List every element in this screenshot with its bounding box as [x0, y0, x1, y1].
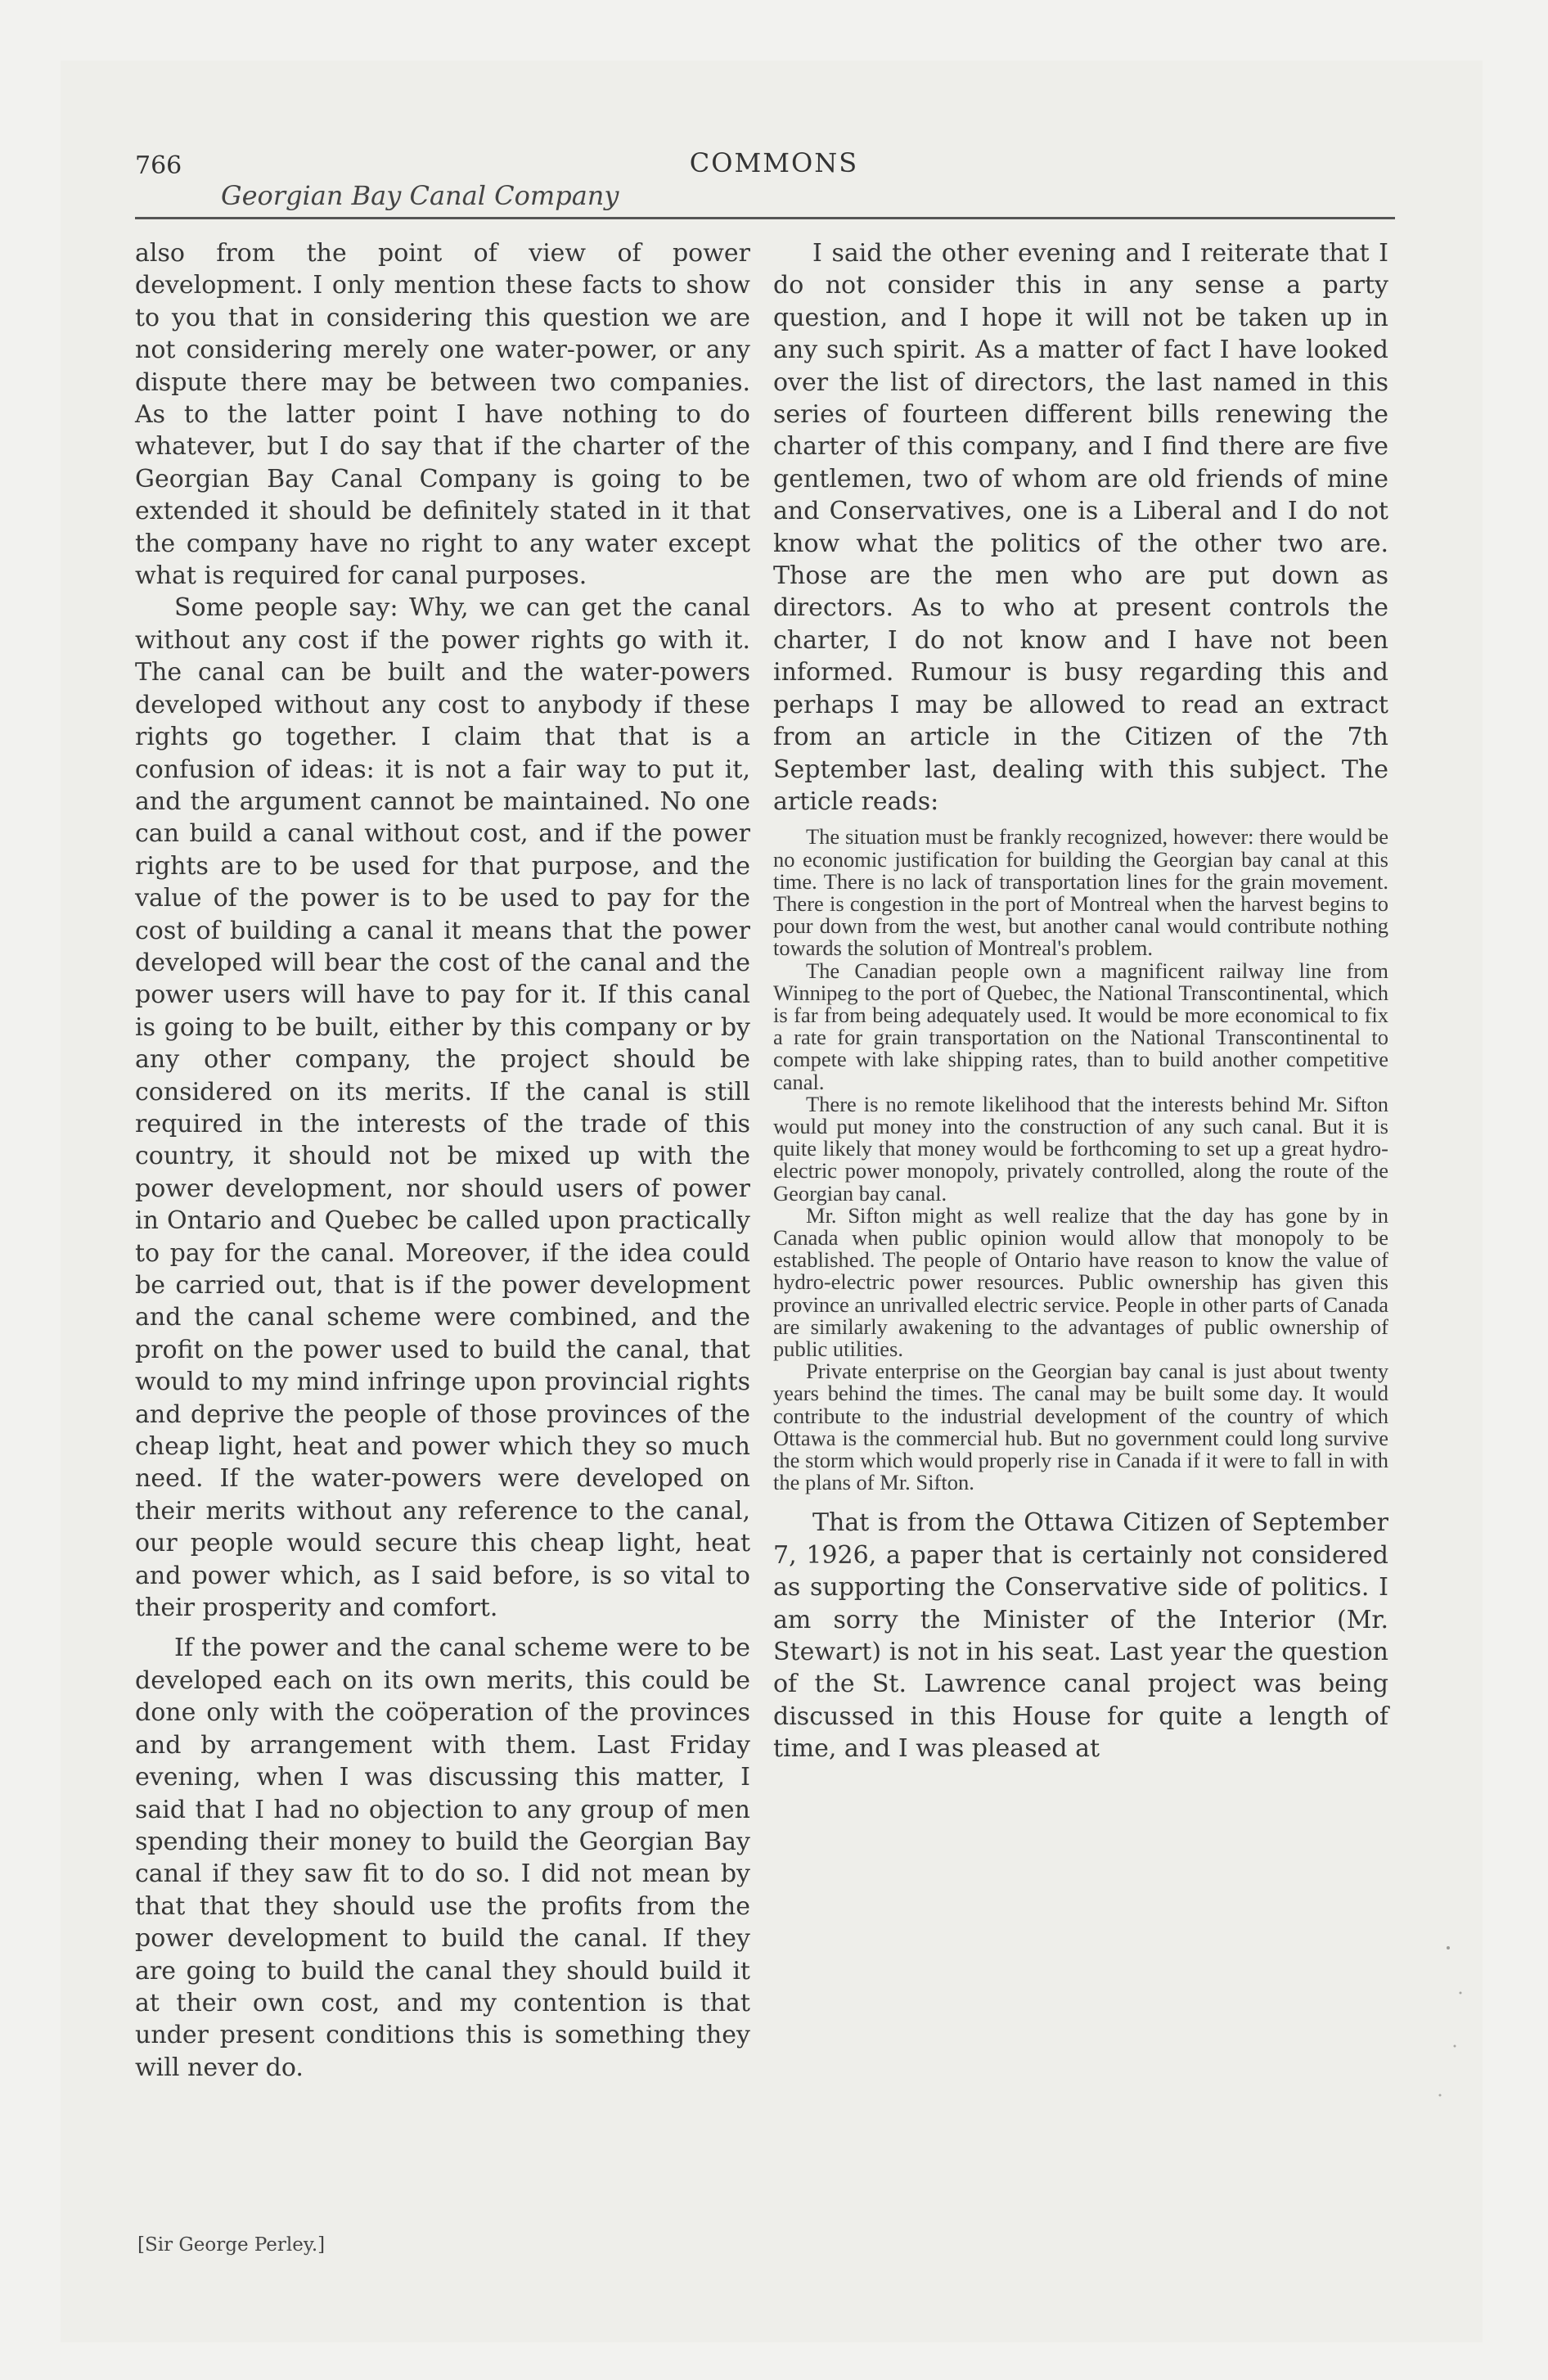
page-number: 766 — [135, 151, 182, 180]
speck — [1439, 2094, 1442, 2097]
speck — [1454, 2045, 1456, 2048]
quote-paragraph: There is no remote likelihood that the interests behind Mr. Sifton would put money into the construction of any such canal. But it is quite likely that money would be forthcoming to set up a great hydro-electric power monopoly, privately controlled, along the route of the Georgian bay canal. — [773, 1091, 1388, 1206]
speaker-attribution: [Sir George Perley.] — [137, 2234, 326, 2256]
quote-paragraph: Private enterprise on the Georgian bay canal is just about twenty years behind the times. The canal may be built some day. It would contribute to the industrial development of the country of which Ottawa is the commercial hub. But no government could long survive the storm which would properly rise in Canada if it were to fall in with the plans of Mr. Sifton. — [773, 1359, 1388, 1495]
quote-paragraph: The situation must be frankly recognized, however: there would be no economic justification for building the Georgian bay canal at this time. There is no lack of transportation lines for the grain movement. There is congestion in the port of Montreal when the harvest begins to pour down from the west, but another canal would contribute nothing towards the solution of Montreal's problem. — [773, 824, 1388, 961]
running-subtitle: Georgian Bay Canal Company — [221, 180, 619, 211]
speck — [1460, 1992, 1462, 1995]
paragraph: Some people say: Why, we can get the canal without any cost if the power rights go with it. The canal can be built and the water-powers developed without any cost to anybody if these rights go together. I claim that that is a confusion of ideas: it is not a fair way to put it, and the argument cannot be maintained. No one can build a canal without cost, and if the power rights are to be used for that purpose, and the value of the power is to be used to pay for the cost of building a canal it means that the power developed will bear the cost of the canal and the power users will have to pay for it. If this canal is going to be built, either by this company or by any other company, the project should be considered on its merits. If the canal is still required in the interests of the trade of this country, it should not be mixed up with the power development, nor should users of power in Ontario and Quebec be called upon practically to pay for the canal. Moreover, if the idea could be carried out, that is if the power development and the canal scheme were combined, and the profit on the power used to build the canal, that would to my mind infringe upon provincial rights and deprive the people of those provinces of the cheap light, heat and power which they so much need. If the water-powers were developed on their merits without any reference to the canal, our people would secure this cheap light, heat and power which, as I said before, is so vital to their prosperity and comfort. — [135, 593, 750, 1623]
paragraph: also from the point of view of power development. I only mention these facts to show to you that in considering this question we are not considering merely one water-power, or any dispute there may be between two companies. As to the latter point I have nothing to do whatever, but I do say that if the charter of the Georgian Bay Canal Company is going to be extended it should be definitely stated in it that the company have no right to any water except what is required for canal purposes. — [135, 239, 750, 591]
quote-paragraph: The Canadian people own a magnificent railway line from Winnipeg to the port of Quebec, the National Transcontinental, which is far from being adequately used. It would be more economical to fix a rate for grain transportation on the National Transcontinental to compete with lake shipping rates, than to build another competitive canal. — [773, 958, 1388, 1094]
quote-paragraph: Mr. Sifton might as well realize that the day has gone by in Canada when public opinion would allow that monopoly to be established. The people of Ontario have reason to know the value of hydro-electric power resources. Public ownership has given this province an unrivalled electric service. People in other parts of Canada are similarly awakening to the advantages of public ownership of public utilities. — [773, 1202, 1388, 1361]
paragraph: If the power and the canal scheme were to be developed each on its own merits, this could be done only with the coöperation of the provinces and by arrangement with them. Last Friday evening, when I was discussing this matter, I said that I had no objection to any group of men spending their money to build the Georgian Bay canal if they saw fit to do so. I did not mean by that that they should use the profits from the power development to build the canal. If they are going to build the canal they should build it at their own cost, and my contention is that under present conditions this is something they will never do. — [135, 1634, 750, 2082]
speck — [1447, 1946, 1450, 1950]
page-title: COMMONS — [689, 147, 859, 178]
paragraph: I said the other evening and I reiterate that I do not consider this in any sense a party question, and I hope it will not be taken up in any such spirit. As a matter of fact I have looked over the list of directors, the last named in this series of fourteen different bills renewing the charter of this company, and I find there are five gentlemen, two of whom are old friends of mine and Conservatives, one is a Liberal and I do not know what the politics of the other two are. Those are the men who are put down as directors. As to who at present controls the charter, I do not know and I have not been informed. Rumour is busy regarding this and perhaps I may be allowed to read an extract from an article in the Citizen of the 7th September last, dealing with this subject. The article reads: — [773, 239, 1388, 816]
paragraph: That is from the Ottawa Citizen of September 7, 1926, a paper that is certainly not considered as supporting the Conservative side of politics. I am sorry the Minister of the Interior (Mr. Stewart) is not in his seat. Last year the question of the St. Lawrence canal project was being discussed in this House for quite a length of time, and I was pleased at — [773, 1508, 1388, 1764]
